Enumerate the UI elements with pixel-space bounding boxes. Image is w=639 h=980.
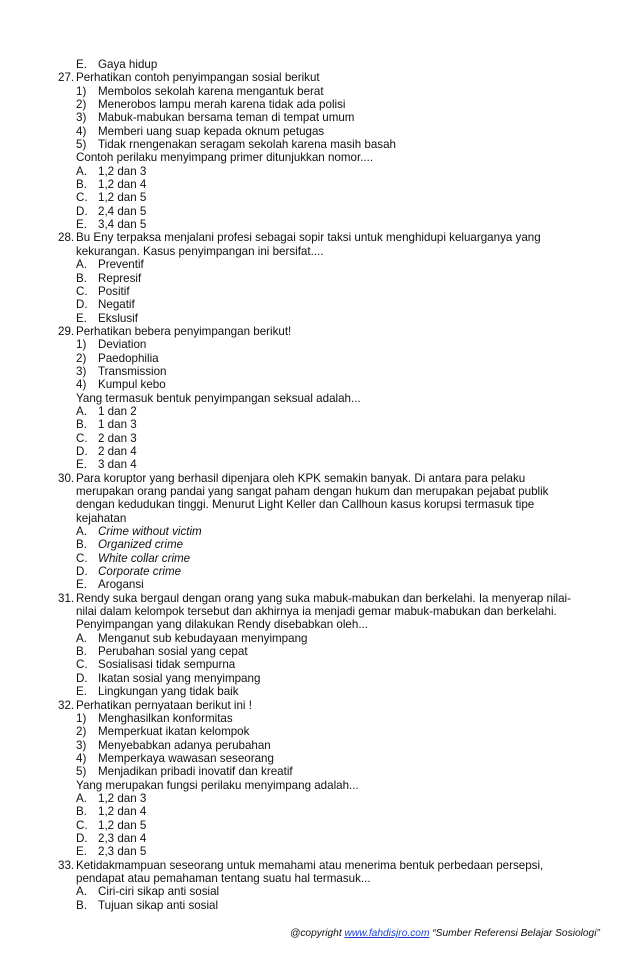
q29-option: D. 2 dan 4	[76, 444, 137, 458]
q33-option: B. Tujuan sikap anti sosial	[76, 898, 219, 912]
q28-option: C. Positif	[76, 284, 130, 298]
footer-copyright: @copyright	[290, 928, 345, 939]
q30-option: A. Crime without victim	[76, 525, 202, 539]
question-31-cont: Penyimpangan yang dilakukan Rendy disebabkan oleh...	[76, 618, 368, 632]
q32-item: 5) Menjadikan pribadi inovatif dan kreatif	[76, 765, 293, 779]
q29-item: 4) Kumpul kebo	[76, 378, 166, 392]
q29-item: 2) Paedophilia	[76, 351, 159, 365]
q32-option: C. 1,2 dan 5	[76, 818, 147, 832]
q32-option: A. 1,2 dan 3	[76, 791, 147, 805]
q31-option: C. Sosialisasi tidak sempurna	[76, 658, 236, 672]
q27-item: 1) Membolos sekolah karena mengantuk berat	[76, 84, 324, 98]
q28-option: E. Ekslusif	[76, 311, 138, 325]
q31-option: D. Ikatan sosial yang menyimpang	[76, 671, 261, 685]
q32-stem: Yang merupakan fungsi perilaku menyimpang adalah...	[76, 778, 359, 792]
q31-option: B. Perubahan sosial yang cepat	[76, 645, 248, 659]
q27-stem: Contoh perilaku menyimpang primer ditunjukkan nomor....	[76, 151, 374, 165]
q28-option: A. Preventif	[76, 258, 144, 272]
q29-option: A. 1 dan 2	[76, 404, 137, 418]
document-body	[58, 58, 598, 912]
question-31-cont: nilai dalam kelompok tersebut dan akhirnya ia menjadi gemar mabuk-mabukan dan berkelahi.	[76, 605, 557, 619]
q28-option: D. Negatif	[76, 298, 135, 312]
q30-option: B. Organized crime	[76, 538, 184, 552]
q29-item: 3) Transmission	[76, 364, 167, 378]
page-footer	[290, 928, 600, 939]
footer-tagline: “Sumber Referensi Belajar Sosiologi”	[429, 928, 600, 939]
q29-item: 1) Deviation	[76, 338, 147, 352]
option-e-q26: E. Gaya hidup	[76, 58, 158, 71]
q29-option: C. 2 dan 3	[76, 431, 137, 445]
question-30-cont: kejahatan	[76, 511, 127, 525]
q27-item: 2) Menerobos lampu merah karena tidak ada polisi	[76, 98, 346, 112]
q27-option: E. 3,4 dan 5	[76, 218, 147, 232]
q29-option: E. 3 dan 4	[76, 458, 137, 472]
footer-website-link[interactable]: www.fahdisjro.com	[344, 928, 430, 939]
question-29: 29. Perhatikan bebera penyimpangan berikut!	[58, 324, 292, 338]
q32-option: E. 2,3 dan 5	[76, 845, 147, 859]
q30-option: E. Arogansi	[76, 578, 144, 592]
q27-option: B. 1,2 dan 4	[76, 178, 147, 192]
q30-option: D. Corporate crime	[76, 565, 182, 579]
q32-option: B. 1,2 dan 4	[76, 805, 147, 819]
q30-option: C. White collar crime	[76, 551, 191, 565]
q27-item: 5) Tidak rnengenakan seragam sekolah karena masih basah	[76, 138, 396, 152]
question-30-cont: merupakan orang pandai yang sangat paham dengan hukum dan merupakan pejabat publik	[76, 485, 549, 498]
q31-option: A. Menganut sub kebudayaan menyimpang	[76, 631, 308, 645]
question-33-cont: pendapat atau pemahaman tentang suatu hal termasuk...	[76, 871, 371, 885]
question-28: 28. Bu Eny terpaksa menjalani profesi sebagai sopir taksi untuk menghidupi keluarganya yang	[58, 231, 541, 245]
q32-item: 1) Menghasilkan konformitas	[76, 711, 233, 725]
question-31: 31. Rendy suka bergaul dengan orang yang suka mabuk-mabukan dan berkelahi. Ia menyerap nilai-	[58, 591, 571, 605]
q27-option: C. 1,2 dan 5	[76, 191, 147, 205]
q31-option: E. Lingkungan yang tidak baik	[76, 685, 239, 699]
question-32: 32. Perhatikan pernyataan berikut ini !	[58, 698, 252, 712]
q27-option: D. 2,4 dan 5	[76, 204, 147, 218]
q27-item: 4) Memberi uang suap kepada oknum petugas	[76, 124, 325, 138]
q29-option: B. 1 dan 3	[76, 418, 137, 432]
question-27: 27. Perhatikan contoh penyimpangan sosial berikut	[58, 71, 320, 85]
q27-option: A. 1,2 dan 3	[76, 164, 147, 178]
question-30: 30. Para koruptor yang berhasil dipenjara oleh KPK semakin banyak. Di antara para pelaku	[58, 471, 526, 485]
q32-option: D. 2,3 dan 4	[76, 831, 147, 845]
q33-option: A. Ciri-ciri sikap anti sosial	[76, 885, 220, 899]
q28-option: B. Represif	[76, 271, 142, 285]
q29-stem: Yang termasuk bentuk penyimpangan seksual adalah...	[76, 391, 361, 405]
question-30-cont: dengan kedudukan tinggi. Menurut Light Keller dan Callhoun kasus korupsi termasuk tipe	[76, 498, 535, 512]
q32-item: 4) Memperkaya wawasan seseorang	[76, 751, 274, 765]
question-33: 33. Ketidakmampuan seseorang untuk memahami atau menerima bentuk perbedaan persepsi,	[58, 858, 544, 872]
q32-item: 3) Menyebabkan adanya perubahan	[76, 738, 271, 752]
q27-item: 3) Mabuk-mabukan bersama teman di tempat umum	[76, 111, 355, 125]
q32-item: 2) Memperkuat ikatan kelompok	[76, 725, 250, 739]
question-28-cont: kekurangan. Kasus penyimpangan ini bersifat....	[76, 244, 324, 258]
